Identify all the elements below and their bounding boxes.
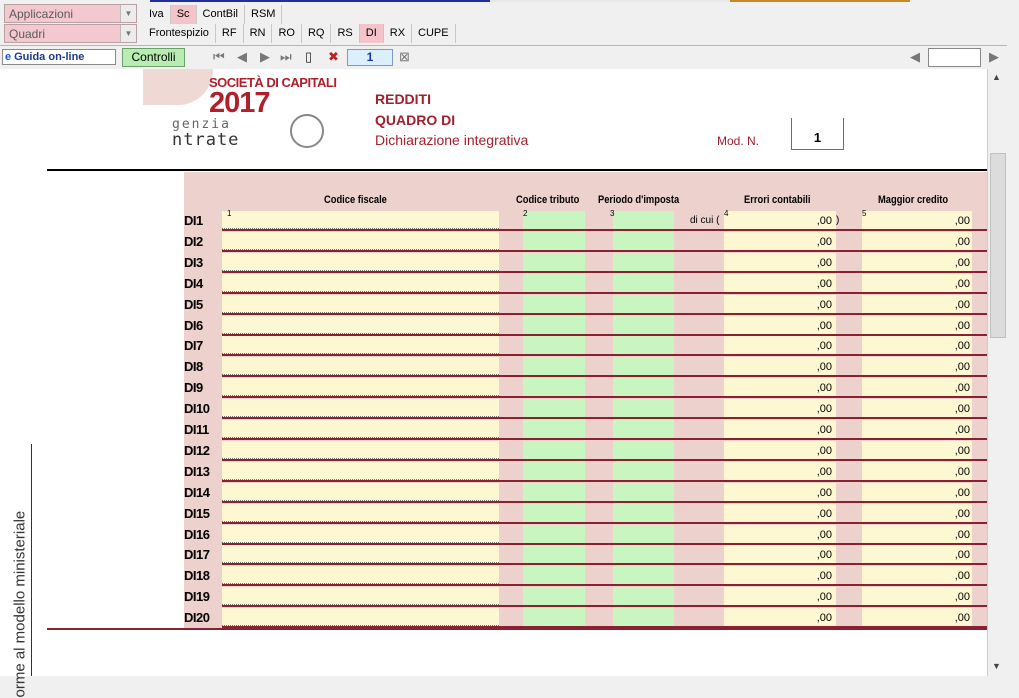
field-number-2: 2: [523, 209, 528, 218]
table-row: [184, 295, 987, 316]
row-divider: [222, 480, 987, 482]
tab-sc[interactable]: Sc: [171, 5, 197, 24]
codice-fiscale-field[interactable]: [222, 545, 499, 563]
scrollbar-thumb[interactable]: [990, 153, 1006, 338]
app-tabs: [143, 5, 282, 25]
table-row: [184, 211, 987, 232]
mod-number-field[interactable]: 1: [791, 118, 844, 150]
row-label: DI4: [184, 275, 203, 291]
row-label: DI12: [184, 442, 210, 458]
prev-page-icon[interactable]: ◀: [237, 49, 247, 64]
side-vertical-text: orme al modello ministeriale: [11, 510, 29, 698]
codice-fiscale-field[interactable]: [222, 316, 499, 334]
codice-fiscale-field[interactable]: [222, 420, 499, 438]
field-number-4: 4: [724, 209, 729, 218]
errori-contabili-field[interactable]: ,00: [724, 253, 836, 271]
row-divider: [222, 438, 987, 440]
periodo-field[interactable]: [613, 399, 674, 417]
codice-tributo-field[interactable]: [523, 504, 585, 522]
row-label: DI2: [184, 233, 203, 249]
tab-rn[interactable]: RN: [244, 24, 273, 43]
header-maggior: Maggior credito: [878, 194, 949, 206]
maggior-credito-field[interactable]: ,00: [862, 274, 972, 292]
table-row: [184, 566, 987, 587]
maggior-credito-field[interactable]: ,00: [862, 525, 972, 543]
di-cui-label: di cui (: [690, 215, 720, 226]
periodo-field[interactable]: [613, 441, 674, 459]
codice-tributo-field[interactable]: [523, 378, 585, 396]
row-label: DI19: [184, 589, 210, 605]
row-divider: [222, 501, 987, 503]
row-label: DI1: [184, 213, 203, 228]
row-label: DI15: [184, 505, 210, 521]
codice-tributo-field[interactable]: [523, 441, 585, 459]
row-divider: [222, 334, 987, 336]
entrate-logo-text: ntrate: [172, 130, 240, 150]
periodo-field[interactable]: [613, 253, 674, 271]
table-row: [184, 483, 987, 504]
maggior-credito-field[interactable]: ,00: [862, 211, 972, 229]
row-divider: [222, 459, 987, 461]
codice-tributo-field[interactable]: [523, 336, 585, 354]
maggior-credito-field[interactable]: ,00: [862, 357, 972, 375]
scroll-up-icon[interactable]: ▲: [992, 72, 1001, 82]
table-row: [184, 441, 987, 462]
header-periodo: Periodo d'imposta: [598, 194, 680, 206]
periodo-field[interactable]: [613, 420, 674, 438]
redditi-title: REDDITI: [375, 91, 431, 107]
errori-contabili-field[interactable]: ,00: [724, 441, 836, 459]
codice-fiscale-field[interactable]: [222, 295, 499, 313]
maggior-credito-field[interactable]: ,00: [862, 316, 972, 334]
maggior-credito-field[interactable]: ,00: [862, 420, 972, 438]
row-label: DI5: [184, 296, 203, 312]
first-page-icon[interactable]: ⏮: [213, 49, 225, 64]
header-codice-fiscale: Codice fiscale: [324, 194, 387, 206]
errori-contabili-field[interactable]: ,00: [724, 525, 836, 543]
periodo-field[interactable]: [613, 566, 674, 584]
emblem-icon: [290, 114, 324, 148]
row-label: DI10: [184, 401, 210, 417]
codice-fiscale-field[interactable]: [222, 399, 499, 417]
field-number-5: 5: [862, 209, 867, 218]
row-label: DI9: [184, 380, 203, 396]
errori-contabili-field[interactable]: ,00: [724, 504, 836, 522]
quadri-label: Quadri: [9, 27, 46, 41]
periodo-field[interactable]: [613, 504, 674, 522]
codice-tributo-field[interactable]: [523, 357, 585, 375]
codice-tributo-field[interactable]: [523, 545, 585, 563]
errori-contabili-field[interactable]: ,00: [724, 336, 836, 354]
errori-contabili-field[interactable]: ,00: [724, 587, 836, 605]
tab-rs[interactable]: RS: [331, 24, 359, 43]
row-label: DI11: [184, 422, 209, 437]
quadri-tabs: [143, 24, 456, 44]
codice-tributo-field[interactable]: [523, 483, 585, 501]
table-row: [184, 462, 987, 483]
errori-contabili-field[interactable]: ,00: [724, 357, 836, 375]
tab-contbil[interactable]: ContBil: [197, 5, 245, 24]
errori-contabili-field[interactable]: ,00: [724, 399, 836, 417]
next-page-icon[interactable]: ▶: [260, 49, 270, 64]
tab-di[interactable]: DI: [360, 24, 384, 43]
errori-contabili-field[interactable]: ,00: [724, 608, 836, 626]
codice-tributo-field[interactable]: [523, 211, 585, 229]
row-divider: [222, 229, 987, 231]
controlli-button[interactable]: Controlli: [122, 48, 185, 67]
row-divider: [222, 313, 987, 315]
codice-tributo-field[interactable]: [523, 566, 585, 584]
periodo-field[interactable]: [613, 274, 674, 292]
row-divider: [222, 375, 987, 377]
row-divider: [222, 605, 987, 607]
field-number-1: 1: [227, 209, 232, 218]
errori-contabili-field[interactable]: ,00: [724, 378, 836, 396]
errori-contabili-field[interactable]: ,00: [724, 566, 836, 584]
row-label: DI16: [184, 526, 210, 542]
maggior-credito-field[interactable]: ,00: [862, 232, 972, 250]
disabled-action-icon[interactable]: ⊠: [399, 49, 410, 64]
errori-contabili-field[interactable]: ,00: [724, 295, 836, 313]
periodo-field[interactable]: [613, 483, 674, 501]
table-row: [184, 232, 987, 253]
codice-tributo-field[interactable]: [523, 316, 585, 334]
codice-fiscale-field[interactable]: [222, 525, 499, 543]
row-label: DI17: [184, 547, 210, 563]
row-label: DI3: [184, 254, 203, 270]
row-label: DI13: [184, 463, 210, 479]
codice-fiscale-field[interactable]: [222, 587, 499, 605]
tab-rsm[interactable]: RSM: [245, 5, 282, 24]
row-label: DI18: [184, 568, 210, 584]
table-row: [184, 316, 987, 337]
codice-fiscale-field[interactable]: [222, 253, 499, 271]
row-label: DI7: [184, 338, 203, 354]
row-divider: [222, 563, 987, 565]
search-input[interactable]: [928, 48, 981, 67]
maggior-credito-field[interactable]: ,00: [862, 441, 972, 459]
periodo-field[interactable]: [613, 462, 674, 480]
errori-contabili-field[interactable]: ,00: [724, 274, 836, 292]
side-divider: [31, 444, 32, 676]
table-row: [184, 587, 987, 608]
maggior-credito-field[interactable]: ,00: [862, 483, 972, 501]
scroll-down-icon[interactable]: ▼: [992, 661, 1001, 671]
codice-fiscale-field[interactable]: [222, 211, 499, 229]
window-edge: [1007, 45, 1019, 676]
errori-contabili-field[interactable]: ,00: [724, 462, 836, 480]
applicazioni-label: Applicazioni: [9, 7, 74, 21]
periodo-field[interactable]: [613, 608, 674, 626]
divider: [47, 169, 987, 171]
errori-contabili-field[interactable]: ,00: [724, 232, 836, 250]
navigation-toolbar: [0, 45, 1019, 69]
codice-tributo-field[interactable]: [523, 587, 585, 605]
periodo-field[interactable]: [613, 545, 674, 563]
codice-tributo-field[interactable]: [523, 295, 585, 313]
maggior-credito-field[interactable]: ,00: [862, 253, 972, 271]
bottom-divider: [47, 628, 987, 630]
periodo-field[interactable]: [613, 316, 674, 334]
codice-fiscale-field[interactable]: [222, 608, 499, 626]
dichiarazione-subtitle: Dichiarazione integrativa: [375, 132, 529, 148]
errori-contabili-field[interactable]: ,00: [724, 483, 836, 501]
codice-tributo-field[interactable]: [523, 420, 585, 438]
chevron-down-icon[interactable]: ▼: [120, 25, 136, 42]
codice-fiscale-field[interactable]: [222, 274, 499, 292]
codice-fiscale-field[interactable]: [222, 462, 499, 480]
periodo-field[interactable]: [613, 336, 674, 354]
row-label: DI14: [184, 484, 210, 500]
table-row: [184, 336, 987, 357]
codice-fiscale-field[interactable]: [222, 566, 499, 584]
codice-fiscale-field[interactable]: [222, 504, 499, 522]
table-row: [184, 274, 987, 295]
year-title: 2017: [209, 87, 270, 119]
table-row: [184, 253, 987, 274]
errori-contabili-field[interactable]: ,00: [724, 316, 836, 334]
row-divider: [222, 354, 987, 356]
periodo-field[interactable]: [613, 587, 674, 605]
table-row: [184, 399, 987, 420]
guida-label: Guida on-line: [14, 51, 85, 63]
close-paren: ): [836, 215, 840, 226]
table-row: [184, 420, 987, 441]
new-page-icon[interactable]: ▯: [305, 49, 313, 64]
tab-rx[interactable]: RX: [384, 24, 412, 43]
periodo-field[interactable]: [613, 357, 674, 375]
maggior-credito-field[interactable]: ,00: [862, 587, 972, 605]
maggior-credito-field[interactable]: ,00: [862, 336, 972, 354]
ie-icon: e: [5, 51, 12, 63]
periodo-field[interactable]: [613, 295, 674, 313]
field-number-3: 3: [610, 209, 615, 218]
logo-background-shape: [143, 69, 213, 105]
row-divider: [222, 250, 987, 252]
codice-fiscale-field[interactable]: [222, 441, 499, 459]
quadro-title: QUADRO DI: [375, 112, 456, 128]
mod-label: Mod. N.: [717, 134, 760, 148]
table-row: [184, 608, 987, 629]
codice-fiscale-field[interactable]: [222, 483, 499, 501]
tab-ro[interactable]: RO: [272, 24, 302, 43]
maggior-credito-field[interactable]: ,00: [862, 566, 972, 584]
last-page-icon[interactable]: ⏭: [280, 49, 292, 64]
errori-contabili-field[interactable]: ,00: [724, 420, 836, 438]
codice-tributo-field[interactable]: [523, 253, 585, 271]
codice-tributo-field[interactable]: [523, 608, 585, 626]
errori-contabili-field[interactable]: ,00: [724, 211, 836, 229]
codice-fiscale-field[interactable]: [222, 378, 499, 396]
row-label: DI20: [184, 610, 210, 626]
vertical-scrollbar[interactable]: [987, 69, 1007, 676]
errori-contabili-field[interactable]: ,00: [724, 545, 836, 563]
quadri-dropdown[interactable]: [4, 24, 137, 43]
table-row: [184, 525, 987, 546]
periodo-field[interactable]: [613, 525, 674, 543]
row-divider: [222, 543, 987, 545]
row-label: DI6: [184, 317, 203, 333]
maggior-credito-field[interactable]: ,00: [862, 462, 972, 480]
codice-tributo-field[interactable]: [523, 274, 585, 292]
codice-tributo-field[interactable]: [523, 525, 585, 543]
delete-page-icon[interactable]: ✖: [328, 49, 339, 64]
codice-tributo-field[interactable]: [523, 462, 585, 480]
row-label: DI8: [184, 359, 203, 375]
maggior-credito-field[interactable]: ,00: [862, 378, 972, 396]
row-divider: [222, 522, 987, 524]
maggior-credito-field[interactable]: ,00: [862, 504, 972, 522]
tab-rf[interactable]: RF: [216, 24, 244, 43]
tab-iva[interactable]: Iva: [143, 5, 171, 24]
table-row: [184, 545, 987, 566]
scroll-right-icon[interactable]: ▶: [989, 49, 999, 64]
guida-online-button[interactable]: [2, 49, 116, 65]
row-divider: [222, 584, 987, 586]
table-row: [184, 357, 987, 378]
page-number-field[interactable]: 1: [347, 49, 393, 66]
tab-cupe[interactable]: CUPE: [412, 24, 456, 43]
maggior-credito-field[interactable]: ,00: [862, 545, 972, 563]
form-page: [0, 69, 987, 698]
tab-frontespizio[interactable]: Frontespizio: [143, 24, 216, 43]
row-divider: [222, 396, 987, 398]
codice-fiscale-field[interactable]: [222, 357, 499, 375]
periodo-field[interactable]: [613, 211, 674, 229]
agenzia-logo-text: genzia: [172, 117, 231, 132]
maggior-credito-field[interactable]: ,00: [862, 295, 972, 313]
row-divider: [222, 292, 987, 294]
codice-tributo-field[interactable]: [523, 399, 585, 417]
periodo-field[interactable]: [613, 232, 674, 250]
codice-tributo-field[interactable]: [523, 232, 585, 250]
applicazioni-dropdown[interactable]: [4, 4, 137, 23]
tab-rq[interactable]: RQ: [302, 24, 332, 43]
scroll-left-icon[interactable]: ◀: [910, 49, 920, 64]
row-divider: [222, 417, 987, 419]
row-divider: [222, 271, 987, 273]
periodo-field[interactable]: [613, 378, 674, 396]
table-row: [184, 504, 987, 525]
table-row: [184, 378, 987, 399]
di-table: [184, 172, 987, 630]
maggior-credito-field[interactable]: ,00: [862, 608, 972, 626]
header-codice-tributo: Codice tributo: [516, 194, 580, 206]
maggior-credito-field[interactable]: ,00: [862, 399, 972, 417]
header-errori: Errori contabili: [744, 194, 811, 206]
codice-fiscale-field[interactable]: [222, 336, 499, 354]
codice-fiscale-field[interactable]: [222, 232, 499, 250]
societa-di-capitali-title: SOCIETÀ DI CAPITALI: [209, 75, 337, 90]
chevron-down-icon[interactable]: ▼: [120, 5, 136, 22]
